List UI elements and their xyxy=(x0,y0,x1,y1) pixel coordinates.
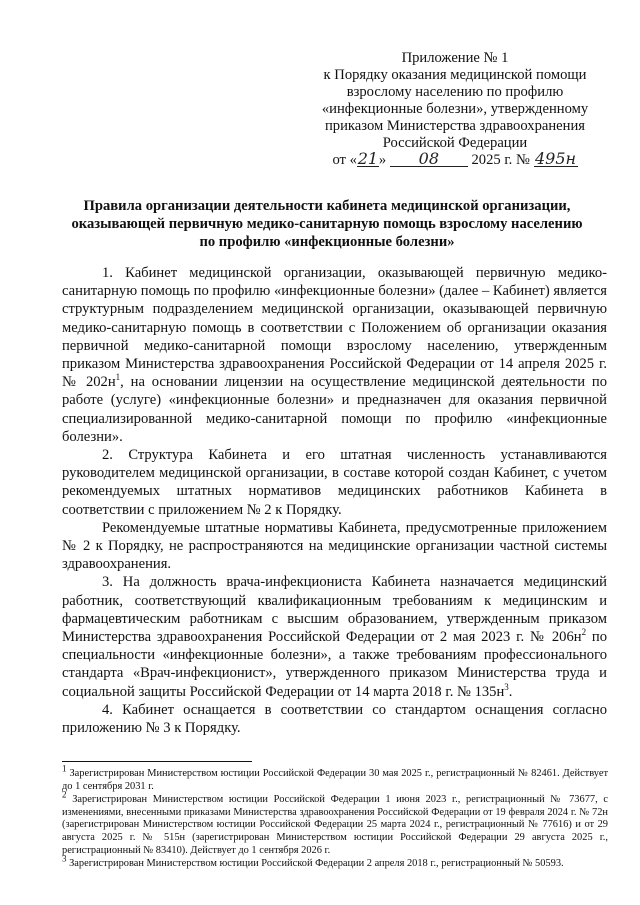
paragraph-1 xyxy=(62,264,607,446)
paragraph-2: 2. Структура Кабинета и его штатная численность устанавливаются руководителем медицинской организации, в составе которой создан Кабинет, с учетом рекомендуемых штатных нормативов медицинских работников Кабинета в соответствии с приложением № 2 к Порядку. xyxy=(62,447,607,518)
header-line-2: взрослому населению по профилю xyxy=(346,84,564,100)
order-prefix: от « xyxy=(332,152,357,168)
footnote-divider xyxy=(62,761,252,762)
paragraph-1-text-b: , на основании лицензии на осуществление медицинской деятельности по работе (услуге) «инфекционные болезни» и предназначен для оказания первичной специализированной медико-санитарной помощи по профилю «инфекционные болезни». xyxy=(62,374,607,445)
paragraph-4: 4. Кабинет оснащается в соответствии со стандартом оснащения согласно приложению № 3 к Порядку. xyxy=(62,701,607,737)
footnote-ref-1: 1 xyxy=(115,372,121,383)
paragraph-3-text-c: . xyxy=(508,683,513,700)
footnote-1 xyxy=(62,763,608,793)
footnote-3-text: Зарегистрирован Министерством юстиции Российской Федерации 2 апреля 2018 г., регистрационный № 50593. xyxy=(66,858,564,870)
footnote-1-text: Зарегистрирован Министерством юстиции Российской Федерации 30 мая 2025 г., регистрационный № 82461. Действует до 1 сентября 2031 г. xyxy=(62,768,608,792)
paragraph-3 xyxy=(62,573,607,700)
footnote-3-number: 3 xyxy=(62,853,67,864)
order-month: 08 xyxy=(390,152,468,167)
paragraph-3-text-b: по специальности «инфекционные болезни», а также требованиям профессионального стандарта «Врач-инфекционист», утвержденного приказом Министерства труда и социальной защиты Российской Федерации от 14 марта 2018 г. № 135н xyxy=(62,629,607,700)
footnote-ref-3: 3 xyxy=(504,681,509,692)
header-line-5: Российской Федерации xyxy=(382,135,528,151)
paragraph-1-text-a: 1. Кабинет медицинской организации, оказывающей первичную медико-санитарную помощь по профилю «инфекционные болезни» (далее – Кабинет) является структурным подразделением медицинской организации, оказывающей первичную медико-санитарную помощь в соответствии с Положением об организации оказания первичной медико-санитарной помощи взрослому населению, утвержденным приказом Министерства здравоохранения Российской Федерации от 14 апреля 2025 г. № 202н xyxy=(62,265,607,391)
footnote-ref-2: 2 xyxy=(581,627,587,638)
title-line-1: Правила организации деятельности кабинета медицинской организации, xyxy=(83,198,571,214)
footnote-2-number: 2 xyxy=(62,789,67,800)
appendix-title: Приложение № 1 xyxy=(401,50,509,66)
title-line-2: оказывающей первичную медико-санитарную помощь взрослому населению xyxy=(71,216,583,232)
paragraph-3-text-a: 3. На должность врача-инфекциониста Кабинета назначается медицинский работник, соответствующий квалификационным требованиям к медицинским и фармацевтическим работникам с высшим образованием, утвержденным приказом Министерства здравоохранения Российской Федерации от 2 мая 2023 г. № 206н xyxy=(62,574,607,646)
title-line-3: по профилю «инфекционные болезни» xyxy=(199,234,455,250)
appendix-header xyxy=(300,50,610,169)
header-line-3: «инфекционные болезни», утвержденному xyxy=(321,101,589,117)
order-number: 495н xyxy=(535,149,577,168)
document-title xyxy=(52,197,602,251)
order-mid: » xyxy=(378,152,387,168)
paragraph-2b: Рекомендуемые штатные нормативы Кабинета, предусмотренные приложением № 2 к Порядку, не распространяются на медицинские организации частной системы здравоохранения. xyxy=(62,519,607,573)
footnotes xyxy=(62,763,608,872)
header-line-4: приказом Министерства здравоохранения xyxy=(325,118,585,134)
footnote-1-number: 1 xyxy=(62,763,67,774)
header-line-1: к Порядку оказания медицинской помощи xyxy=(323,67,587,83)
footnote-2 xyxy=(62,789,608,857)
footnote-3 xyxy=(62,853,608,871)
order-year: 2025 г. № xyxy=(471,152,530,168)
document-body xyxy=(62,264,607,737)
footnote-2-text: Зарегистрирован Министерством юстиции Российской Федерации 1 июня 2023 г., регистрационный № 73677, с изменениями, внесенными приказами Министерства здравоохранения Российской Федерации от 19 февраля 2024 г. № 72н (зарегистрирован Министерством юстиции Российской Федерации 25 марта 2024 г., регистрационный № 77616) и от 29 августа 2025 г. № 515н (зарегистрирован Министерством юстиции Российской Федерации 29 августа 2025 г., регистрационный № 83410). Действует до 1 сентября 2026 г. xyxy=(62,794,608,856)
order-date-line xyxy=(300,149,610,169)
order-day: 21 xyxy=(357,149,379,168)
